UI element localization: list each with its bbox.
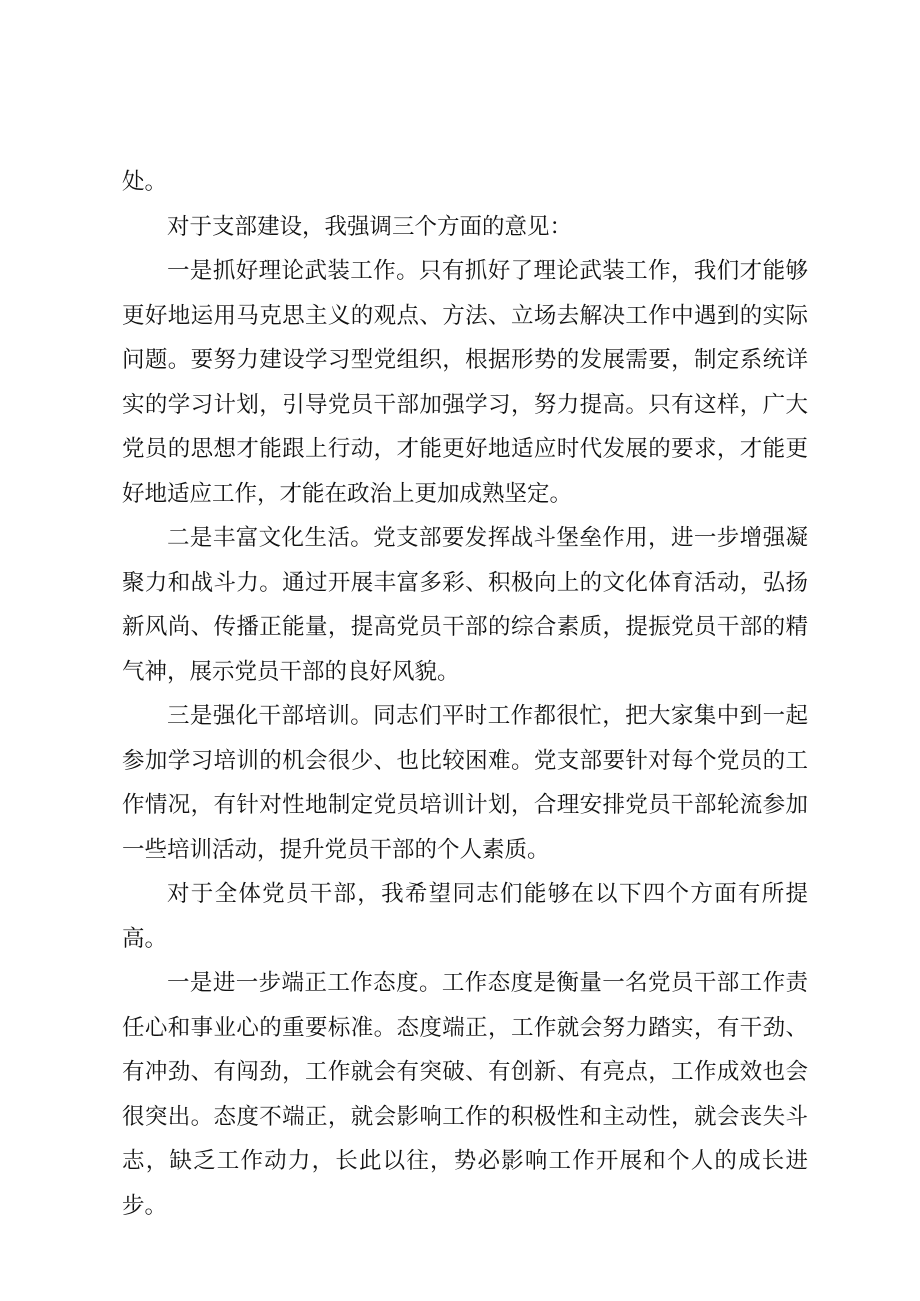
- document-body: [122, 160, 808, 1228]
- paragraph-work-attitude: 一是进一步端正工作态度。工作态度是衡量一名党员干部工作责任心和事业心的重要标准。态度端正，工作就会努力踏实，有干劲、有冲劲、有闯劲，工作就会有突破、有创新、有亮点，工作成效也会很突出。态度不端正，就会影响工作的积极性和主动性，就会丧失斗志，缺乏工作动力，长此以往，势必影响工作开展和个人的成长进步。: [122, 970, 808, 1219]
- paragraph-branch-intro: 对于支部建设，我强调三个方面的意见：: [167, 213, 573, 240]
- paragraph-cultural-life: 二是丰富文化生活。党支部要发挥战斗堡垒作用，进一步增强凝聚力和战斗力。通过开展丰富多彩、积极向上的文化体育活动，弘扬新风尚、传播正能量，提高党员干部的综合素质，提振党员干部的精气神，展示党员干部的良好风貌。: [122, 525, 808, 685]
- paragraph-members-intro: 对于全体党员干部，我希望同志们能够在以下四个方面有所提高。: [122, 881, 808, 952]
- paragraph-continuation: 处。: [122, 169, 168, 195]
- paragraph-cadre-training: 三是强化干部培训。同志们平时工作都很忙，把大家集中到一起参加学习培训的机会很少、也比较困难。党支部要针对每个党员的工作情况，有针对性地制定党员培训计划，合理安排党员干部轮流参加一些培训活动，提升党员干部的个人素质。: [122, 703, 808, 863]
- paragraph-theory-study: 一是抓好理论武装工作。只有抓好了理论武装工作，我们才能够更好地运用马克思主义的观点、方法、立场去解决工作中遇到的实际问题。要努力建设学习型党组织，根据形势的发展需要，制定系统详实的学习计划，引导党员干部加强学习，努力提高。只有这样，广大党员的思想才能跟上行动，才能更好地适应时代发展的要求，才能更好地适应工作，才能在政治上更加成熟坚定。: [122, 258, 808, 507]
